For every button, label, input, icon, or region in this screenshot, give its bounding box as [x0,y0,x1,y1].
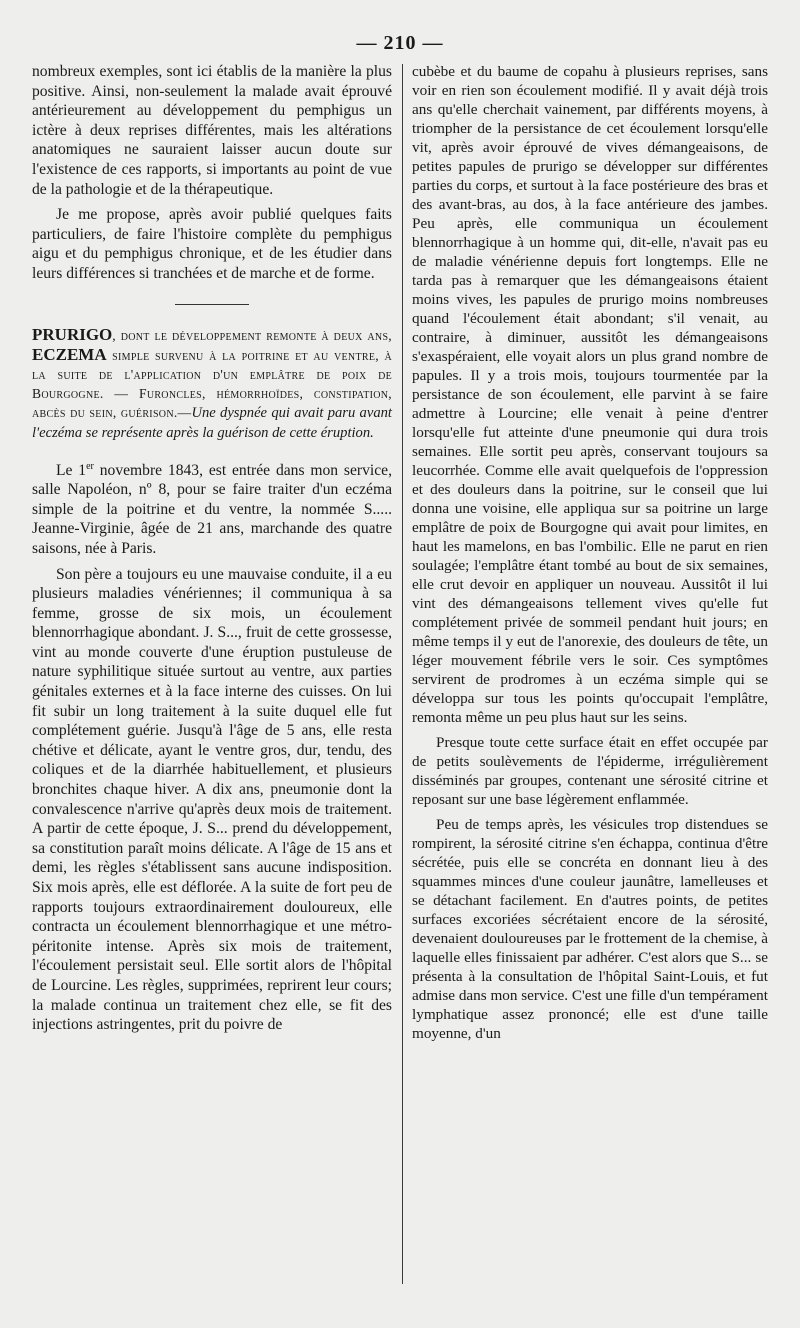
heading-prurigo: PRURIGO [32,324,113,344]
right-column [412,62,768,1049]
heading-part-2: simple survenu à la poitrine et au ventre, à la suite de l'application d'un emplâtre de poix de Bourgogne. — Furoncles, hémorrhoïdes, constipation, abcès du sein, guérison.— [32,347,392,420]
right-paragraph-3: Peu de temps après, les vésicules trop distendues se rompirent, la sérosité citrine s'en échappa, continua d'être sécrétée, puis elle se concréta en donnant lieu à des squammes minces d'une couleur jaunâtre, lamelleuses et se détachant facilement. En d'autres points, de petites surfaces excoriées sécrétaient encore de la sérosité, devenaient douloureuses par le frottement de la chemise, à laquelle elles finissaient par adhérer. C'est alors que S... se présenta à la consultation de l'hôpital Saint-Louis, et fut admise dans mon service. C'est une fille d'un tempérament lymphatique assez prononcé; elle est d'une taille moyenne, d'un [412,816,768,1042]
right-paragraph-1: cubèbe et du baume de copahu à plusieurs reprises, sans voir en rien son écoulement modifié. Il y avait déjà trois ans qu'elle cherchait vainement, par différents moyens, à triompher de la persistance de cet écoulement lorsqu'elle vit, après avoir éprouvé de vives démangeaisons, de petites papules de prurigo se développer sur différentes parties du corps, et surtout à la face postérieure des bras et des avant-bras, au dos, à la face antérieure des jambes. Peu après, elle communiqua un écoulement blennorrhagique à un homme qui, dit-elle, n'avait pas eu de maladie vénérienne depuis fort longtemps. Elle ne tarda pas à remarquer que les démangeaisons étaient moins vives, les papules de prurigo moins nombreuses quand l'écoulement était abondant; s'il venait, au contraire, à diminuer, aussitôt les démangeaisons s'exaspéraient, elle voyait alors un plus grand nombre de papules. Il y a trois mois, toujours tourmentée par la persistance de son écoulement, elle parvint à se faire admettre à Lourcine; elle venait à peine d'entrer lorsqu'elle fut atteinte d'une pneumonie qui dura trois semaines. Elle sortit peu après, conservant toujours sa leucorrhée. Comme elle avait quelquefois de l'oppression et des douleurs dans la poitrine, sur le conseil que lui donna une voisine, elle appliqua sur sa poitrine un large emplâtre de poix de Bourgogne qui avait pour limites, en haut les mamelons, en bas l'ombilic. Elle ne parut en rien soulagée; l'emplâtre étant tombé au bout de six semaines, elle crut devoir en appliquer un nouveau. Aussitôt il lui vint des démangeaisons tellement vives qu'elle fut complétement privée de sommeil pendant huit jours; en même temps il y eut de l'anorexie, des douleurs de tête, un léger mouvement fébrile vers le soir. Ces symptômes servirent de prodromes à un eczéma simple qui se développa sur tous les points qu'occupait l'emplâtre, remonta même un peu plus haut sur les seins. [412,63,768,726]
heading-eczema: ECZEMA [32,344,107,364]
case-history-paragraph: Son père a toujours eu une mauvaise conduite, il a eu plusieurs maladies vénériennes; il communiqua à sa femme, grosse de six mois, un écoulement blennorrhagique abondant. J. S..., fruit de cette grossesse, vint au monde couverte d'une éruption pustuleuse de nature syphilitique située surtout au ventre, aux parties génitales externes et à la face interne des cuisses. On lui fit subir un long traitement à la suite duquel elle fut complétement guérie. Jusqu'à l'âge de 5 ans, elle resta chétive et délicate, ayant le ventre gros, dur, tendu, des coliques et de la diarrhée habituellement, et plusieurs bronchites chaque hiver. A dix ans, pneumonie dont la convalescence n'arrive qu'après deux mois de traitement. A partir de cette époque, J. S... prend du développement, sa constitution paraît moins délicate. A l'âge de 15 ans et demi, les règles s'établissent sans aucune indisposition. Six mois après, elle est déflorée. A la suite de fort peu de rapports toujours extraordinairement douloureux, elle contracta un écoulement blennorrhagique et une métro-péritonite intense. Après six mois de traitement, l'écoulement persistait seul. Elle sortit alors de l'hôpital de Lourcine. Les règles, supprimées, reprirent leur cours; la malade continua un traitement chez elle, se fit des injections astringentes, prit du poivre de [32,565,392,1034]
section-separator [175,304,249,305]
heading-italic-note: Une dyspnée qui avait paru avant l'eczéma se représente après la guérison de cette éruption. [32,404,392,441]
page-number: — 210 — [356,32,444,54]
intro-paragraph-2: Je me propose, après avoir publié quelques faits particuliers, de faire l'histoire complète du pemphigus aigu et du pemphigus chronique, et de les étudier dans leurs différences si tranchées et de marche et de forme. [32,206,392,282]
intro-paragraph-1: nombreux exemples, sont ici établis de la manière la plus positive. Ainsi, non-seulement la malade avait éprouvé antérieurement au développement du pemphigus un ictère à deux reprises différentes, mais les altérations anatomiques ne sauraient laisser aucun doute sur l'existence de ces rapports, si importants au point de vue de la pathologie et de la thérapeutique. [32,63,392,198]
left-column [32,62,392,1041]
right-paragraph-2: Presque toute cette surface était en effet occupée par de petits soulèvements de l'épiderme, irrégulièrement disséminés par groupes, contenant une sérosité citrine et reposant sur une base légèrement enflammée. [412,734,768,808]
case-heading [32,325,392,443]
column-divider [402,64,403,1284]
case-intro-start: Le 1 [56,461,87,479]
case-intro-paragraph [32,461,392,559]
case-intro-superscript: er [86,460,94,472]
case-intro-rest: novembre 1843, est entrée dans mon service, salle Napoléon, nº 8, pour se faire traiter d'un eczéma simple de la poitrine et du ventre, la nommée S..... Jeanne-Virginie, âgée de 21 ans, marchande des quatre saisons, née à Paris. [32,461,392,557]
heading-part-1: , dont le développement remonte à deux ans, [112,327,392,343]
